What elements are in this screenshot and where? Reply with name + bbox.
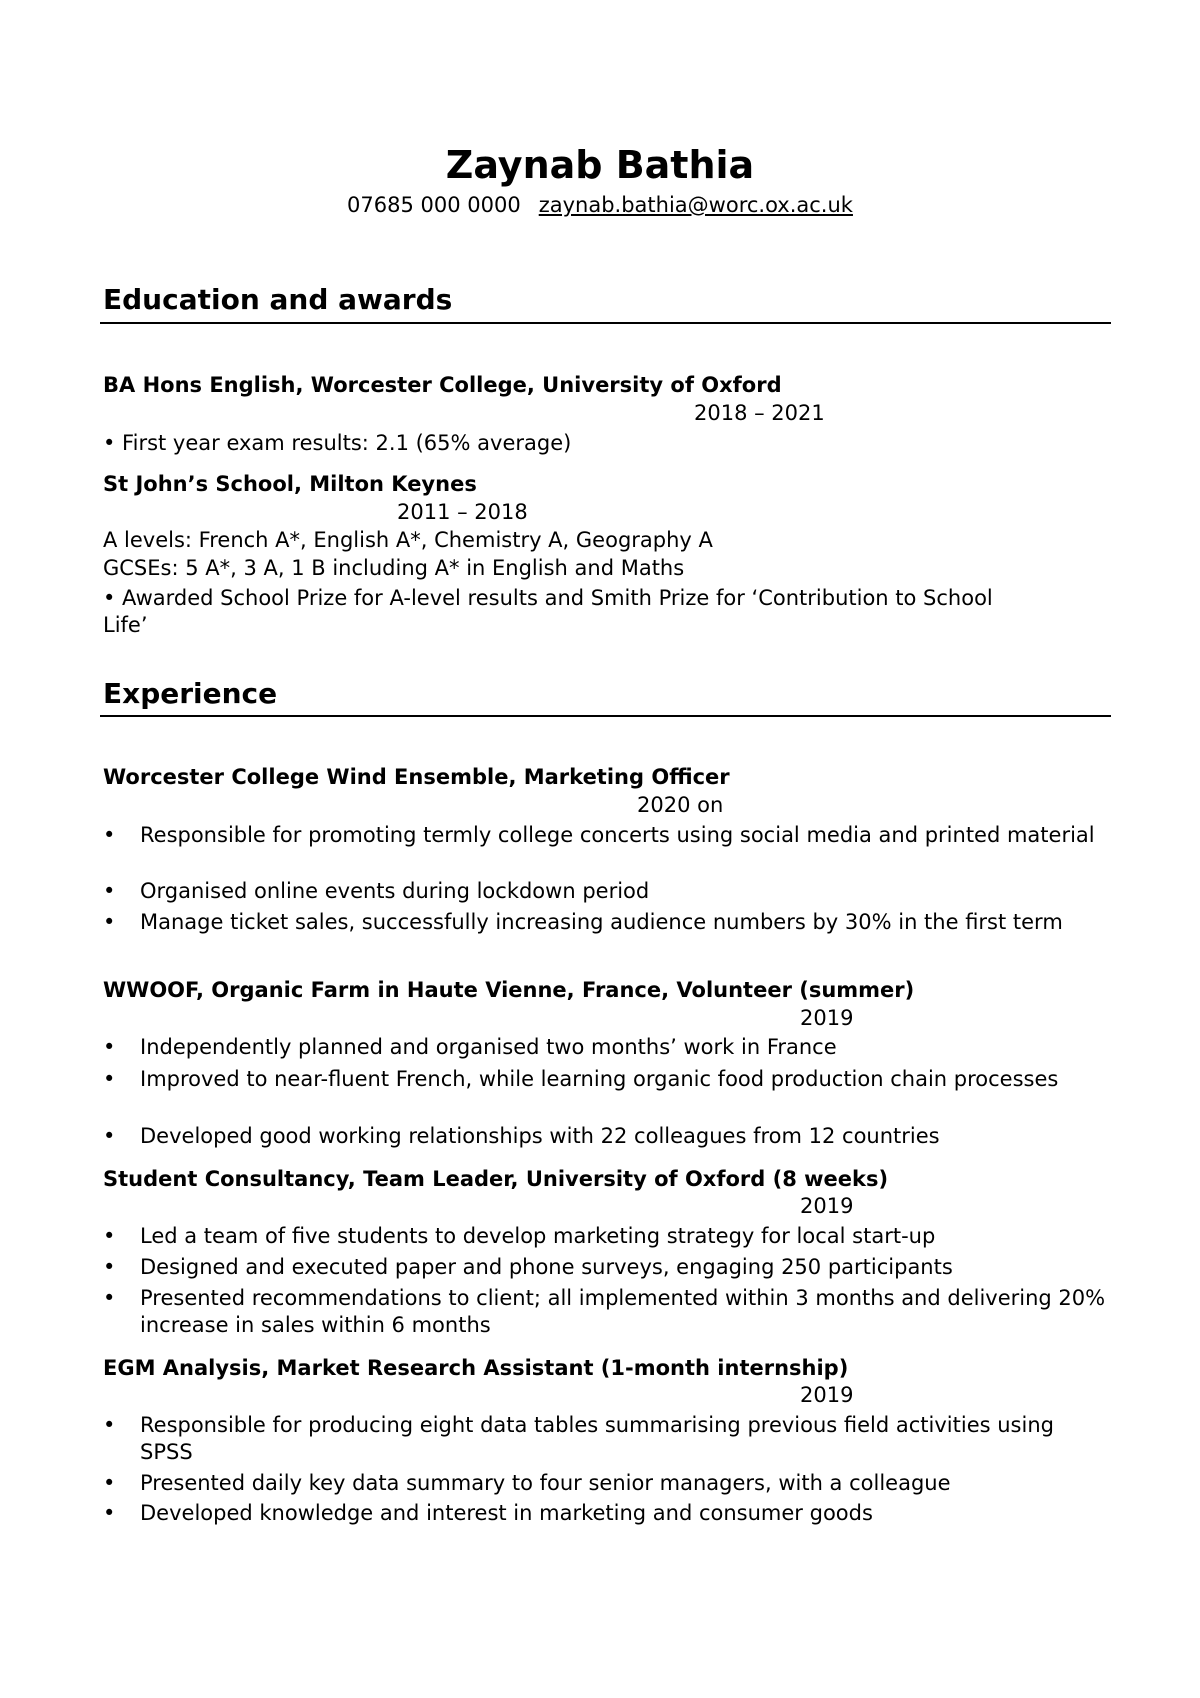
bullet-glyph: •: [103, 879, 116, 903]
bullet-text: Manage ticket sales, successfully increasing audience numbers by 30% in the first term: [140, 910, 1063, 934]
phone-number: 07685 000 0000: [347, 193, 521, 217]
education-entry-dates: 2011 – 2018: [397, 500, 528, 524]
experience-bullet: [103, 1223, 1113, 1250]
experience-bullet: [103, 1285, 1113, 1339]
candidate-name: Zaynab Bathia: [445, 143, 755, 187]
experience-bullet: [103, 1034, 1113, 1061]
experience-divider: [100, 715, 1111, 717]
bullet-glyph: •: [103, 823, 116, 847]
bullet-glyph: •: [103, 1124, 116, 1148]
experience-bullet: [103, 822, 1113, 849]
bullet-text: Presented daily key data summary to four senior managers, with a colleague: [140, 1471, 951, 1495]
bullet-text: Led a team of five students to develop marketing strategy for local start-up: [140, 1224, 936, 1248]
experience-entry-heading: Worcester College Wind Ensemble, Marketing Officer: [103, 765, 730, 789]
experience-bullet: [103, 1254, 1113, 1281]
bullet-text: Responsible for promoting termly college concerts using social media and printed material: [140, 823, 1095, 847]
bullet-glyph: •: [103, 1471, 116, 1495]
bullet-glyph: •: [103, 1067, 116, 1091]
experience-entry-heading: Student Consultancy, Team Leader, University of Oxford (8 weeks): [103, 1167, 889, 1191]
bullet-text: Designed and executed paper and phone surveys, engaging 250 participants: [140, 1255, 953, 1279]
bullet-text: Improved to near-fluent French, while learning organic food production chain processes: [140, 1067, 1059, 1091]
experience-entry-heading: WWOOF, Organic Farm in Haute Vienne, France, Volunteer (summer): [103, 978, 915, 1002]
experience-bullet: [103, 1500, 1113, 1527]
education-entry-line: • First year exam results: 2.1 (65% average): [103, 431, 572, 455]
experience-entry-dates: 2020 on: [637, 793, 724, 817]
bullet-glyph: •: [103, 1255, 116, 1279]
experience-entry-dates: 2019: [800, 1383, 854, 1407]
education-entry-heading: St John’s School, Milton Keynes: [103, 472, 477, 496]
experience-bullet: [103, 1066, 1113, 1093]
education-divider: [100, 322, 1111, 324]
education-entry-dates: 2018 – 2021: [694, 401, 825, 425]
bullet-glyph: •: [103, 1501, 116, 1525]
bullet-glyph: •: [103, 1413, 116, 1437]
bullet-glyph: •: [103, 1224, 116, 1248]
education-entry-line: • Awarded School Prize for A-level results and Smith Prize for ‘Contribution to School: [103, 586, 993, 610]
experience-bullet: [103, 878, 1113, 905]
bullet-text: Developed good working relationships with 22 colleagues from 12 countries: [140, 1124, 940, 1148]
bullet-glyph: •: [103, 1035, 116, 1059]
education-entry-line: GCSEs: 5 A*, 3 A, 1 B including A* in English and Maths: [103, 556, 685, 580]
experience-section-title: Experience: [103, 677, 278, 710]
experience-bullet: [103, 909, 1113, 936]
bullet-text: Independently planned and organised two months’ work in France: [140, 1035, 837, 1059]
bullet-text: Developed knowledge and interest in marketing and consumer goods: [140, 1501, 873, 1525]
bullet-text: Organised online events during lockdown period: [140, 879, 650, 903]
experience-entry-heading: EGM Analysis, Market Research Assistant (1-month internship): [103, 1356, 849, 1380]
bullet-glyph: •: [103, 1286, 116, 1310]
education-entry-line: A levels: French A*, English A*, Chemistry A, Geography A: [103, 528, 713, 552]
experience-bullet: [103, 1412, 1113, 1466]
experience-entry-dates: 2019: [800, 1006, 854, 1030]
experience-bullet: [103, 1470, 1113, 1497]
contact-line: [0, 192, 1200, 218]
bullet-text: Presented recommendations to client; all implemented within 3 months and delivering 20% increase in sales within 6 months: [140, 1286, 1106, 1337]
bullet-glyph: •: [103, 910, 116, 934]
education-entry-heading: BA Hons English, Worcester College, University of Oxford: [103, 373, 782, 397]
bullet-text: Responsible for producing eight data tables summarising previous field activities using SPSS: [140, 1413, 1054, 1464]
education-section-title: Education and awards: [103, 283, 453, 316]
experience-entry-dates: 2019: [800, 1194, 854, 1218]
education-entry-line: Life’: [103, 613, 148, 637]
email-link[interactable]: zaynab.bathia@worc.ox.ac.uk: [538, 193, 853, 217]
experience-bullet: [103, 1123, 1113, 1150]
